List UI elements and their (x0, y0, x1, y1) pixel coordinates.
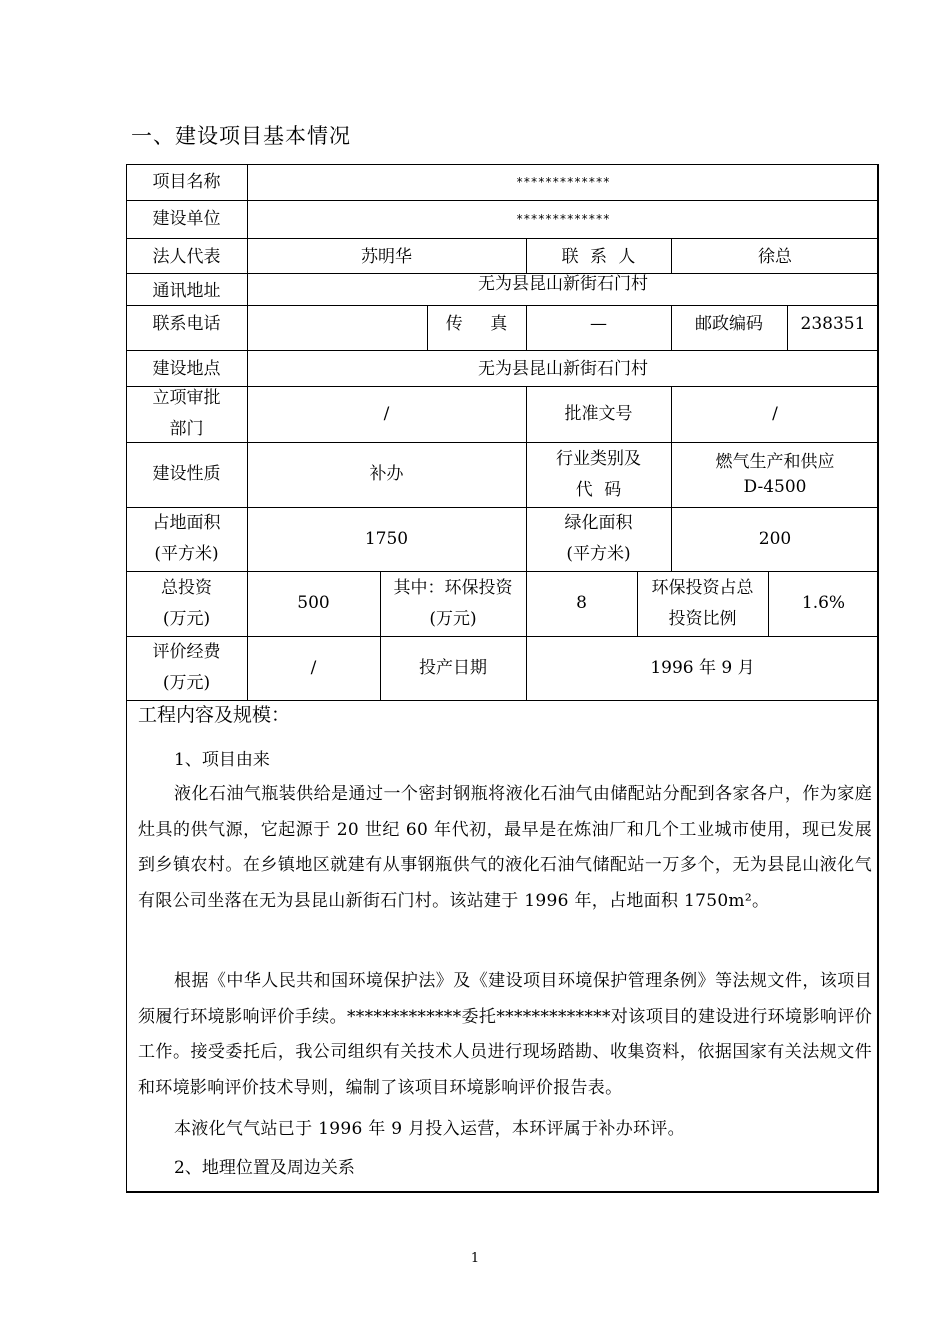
green-label-line2: (平方米) (566, 544, 631, 564)
nature-label: 建设性质 (152, 464, 221, 484)
approval-dept-label-line1: 立项审批 (152, 388, 221, 408)
eval-fee-label (126, 636, 247, 700)
project-name-value: ************* (516, 174, 610, 189)
site-label: 建设地点 (152, 358, 221, 379)
env-ratio-label-line2: 投资比例 (668, 608, 737, 629)
invest-label (126, 571, 247, 636)
industry-value-line1: 燃气生产和供应 (715, 451, 835, 472)
invest-label-line1: 总投资 (161, 577, 212, 598)
start-date-label: 投产日期 (419, 657, 487, 678)
paragraph-regulation: 根据《中华人民共和国环境保护法》及《建设项目环境保护管理条例》等法规文件，该项目须履行环境影响评价手续。*************委托*************对该项目的建设进行环境影响评价工作。接受委托后，我公司组织有关技术人员进行现场踏勘、收集资料，依据国家有关法规文件和环境影响评价技术导则，编制了该项目环境影响评价报告表。 (138, 971, 872, 1098)
section-title: 一、建设项目基本情况 (131, 124, 351, 148)
builder-label: 建设单位 (152, 208, 221, 229)
content-title: 工程内容及规模： (138, 704, 291, 726)
phone-value (247, 305, 427, 343)
paragraph-background: 液化石油气瓶装供给是通过一个密封钢瓶将液化石油气由储配站分配到各家各户，作为家庭灶具的供气源，它起源于 20 世纪 60 年代初，最早是在炼油厂和几个工业城市使用，现已发展到乡镇农村。在乡镇地区就建有从事钢瓶供气的液化石油气储配站一万多个，无为县昆山液化气有限公司坐落在无为县昆山新街石门村。该站建于 1996 年，占地面积 1750m²。 (138, 784, 872, 911)
approval-dept-value: / (383, 403, 390, 424)
subheading-location: 2、地理位置及周边关系 (174, 1158, 355, 1178)
eval-fee-label-line2: (万元) (162, 673, 211, 693)
green-label (526, 507, 671, 571)
address-value: 无为县昆山新街石门村 (478, 273, 648, 294)
area-value: 1750 (364, 528, 409, 549)
area-label-line1: 占地面积 (152, 513, 221, 533)
invest-value: 500 (297, 593, 330, 613)
project-name-label: 项目名称 (152, 171, 221, 192)
start-date-value: 1996 年 9 月 (650, 657, 755, 678)
address-label: 通讯地址 (152, 280, 221, 301)
invest-label-line2: (万元) (162, 608, 211, 629)
env-invest-label-line2: (万元) (429, 608, 477, 629)
approval-dept-label (126, 386, 247, 442)
green-label-line1: 绿化面积 (564, 513, 633, 533)
builder-value: ************* (516, 211, 610, 226)
industry-value-line2: D-4500 (743, 476, 807, 497)
phone-label: 联系电话 (152, 313, 221, 334)
fax-value: — (590, 313, 607, 334)
contact-label: 联 系 人 (561, 246, 636, 267)
area-label (126, 507, 247, 571)
industry-value (671, 442, 879, 507)
env-ratio-label (637, 571, 768, 636)
nature-value: 补办 (369, 464, 404, 484)
postcode-value: 238351 (800, 313, 866, 334)
approval-no-label: 批准文号 (564, 403, 633, 424)
env-invest-label-line1: 其中：环保投资 (393, 577, 513, 598)
env-ratio-value: 1.6% (801, 593, 846, 613)
env-invest-label (380, 571, 526, 636)
eval-fee-label-line1: 评价经费 (152, 642, 221, 662)
paragraph-operation: 本液化气气站已于 1996 年 9 月投入运营，本环评属于补办环评。 (174, 1119, 685, 1139)
env-invest-value: 8 (576, 593, 587, 613)
approval-dept-label-line2: 部门 (169, 419, 204, 439)
env-ratio-label-line1: 环保投资占总 (651, 577, 754, 598)
industry-label-line2: 代 码 (575, 479, 622, 500)
approval-no-value: / (772, 403, 778, 424)
legal-rep-label: 法人代表 (152, 246, 221, 267)
green-value: 200 (758, 528, 792, 549)
industry-label-line1: 行业类别及 (556, 448, 641, 469)
contact-value: 徐总 (758, 246, 792, 267)
page-number: 1 (470, 1251, 480, 1266)
site-value: 无为县昆山新街石门村 (478, 358, 648, 379)
eval-fee-value: / (310, 657, 317, 678)
postcode-label: 邮政编码 (695, 313, 763, 334)
subheading-project-origin: 1、项目由来 (174, 750, 270, 770)
industry-label (526, 442, 671, 507)
fax-label: 传 真 (445, 313, 508, 334)
area-label-line2: (平方米) (154, 544, 219, 564)
legal-rep-value: 苏明华 (361, 246, 412, 267)
